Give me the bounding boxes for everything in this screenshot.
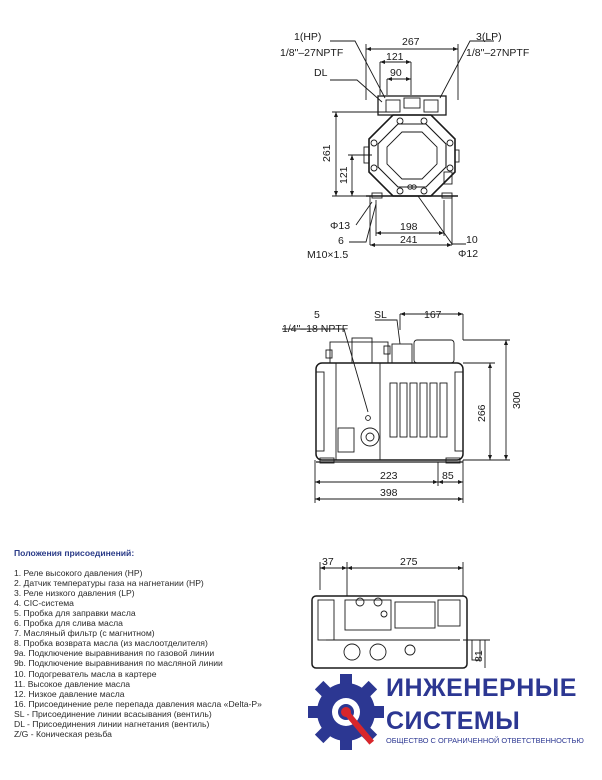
- dim-height-inner: 121: [338, 166, 350, 184]
- legend-item: 6. Пробка для слива масла: [14, 618, 123, 629]
- front-view: [330, 41, 494, 245]
- dim-thread-m10: M10×1.5: [307, 249, 349, 261]
- logo-line-2: СИСТЕМЫ: [386, 707, 521, 735]
- dim-top-side: 81: [473, 650, 485, 662]
- label-item-5: 5: [314, 309, 320, 321]
- dim-width-total: 267: [402, 36, 420, 48]
- label-sl: SL: [374, 309, 387, 321]
- legend-item: SL - Присоединение линии всасывания (вентиль): [14, 708, 212, 719]
- dim-hole-d: Φ13: [330, 220, 351, 232]
- legend-item: 12. Низкое давление масла: [14, 688, 125, 699]
- legend-item: 4. CIC-система: [14, 598, 74, 609]
- dim-base-total: 241: [400, 234, 418, 246]
- legend-item: 11. Высокое давление масла: [14, 678, 131, 689]
- company-logo: [306, 660, 602, 768]
- dim-pin-d: Φ12: [458, 248, 479, 260]
- gear-wrench-icon: [306, 660, 386, 768]
- legend-title: Положения присоединений:: [14, 548, 135, 558]
- legend-item: DL - Присоединения линии нагнетания (вентиль): [14, 718, 210, 729]
- connections-legend: [14, 548, 314, 739]
- dim-base-inner: 198: [400, 221, 418, 233]
- dim-base-right: 85: [442, 470, 454, 482]
- legend-item: 1. Реле высокого давления (HP): [14, 568, 143, 579]
- legend-item: 9b. Подключение выравнивания по масляной линии: [14, 658, 223, 669]
- dim-height-total: 261: [321, 144, 333, 162]
- label-hp-thread: 1/8"–27NPTF: [280, 47, 344, 59]
- dim-base-offset: 223: [380, 470, 398, 482]
- dim-top-left: 37: [322, 556, 334, 568]
- dim-height-300: 300: [511, 391, 523, 409]
- dim-height-266: 266: [476, 404, 488, 422]
- label-oil-thread: 1/4"–18 NPTF: [282, 323, 349, 335]
- label-lp-thread: 1/8"–27NPTF: [466, 47, 530, 59]
- dim-length-total: 398: [380, 487, 398, 499]
- legend-item: 5. Пробка для заправки масла: [14, 608, 136, 619]
- dim-top-length: 275: [400, 556, 418, 568]
- dim-width-inner: 121: [386, 51, 404, 63]
- legend-item: 8. Пробка возврата масла (из маслоотделителя): [14, 638, 208, 649]
- top-view: [312, 562, 490, 668]
- legend-item: 10. Подогреватель масла в картере: [14, 668, 157, 679]
- legend-item: 7. Масляный фильтр (с магнитном): [14, 628, 155, 639]
- logo-subtitle: ОБЩЕСТВО С ОГРАНИЧЕННОЙ ОТВЕТСТВЕННОСТЬЮ: [386, 736, 584, 745]
- legend-item: 2. Датчик температуры газа на нагнетании (HP): [14, 578, 204, 589]
- legend-item: 9a. Подключение выравнивания по газовой линии: [14, 648, 215, 659]
- label-dl: DL: [314, 67, 328, 79]
- legend-item: Z/G - Коническая резьба: [14, 728, 112, 739]
- label-item-10: 10: [466, 234, 478, 246]
- label-item-6: 6: [338, 235, 344, 247]
- dim-top-len: 167: [424, 309, 442, 321]
- legend-item: 16. Присоединение реле перепада давления масла «Delta-P»: [14, 698, 262, 709]
- dim-width-top: 90: [390, 67, 402, 79]
- label-lp-port: 3(LP): [476, 31, 502, 43]
- logo-line-1: ИНЖЕНЕРНЫЕ: [386, 674, 577, 702]
- legend-item: 3. Реле низкого давления (LP): [14, 588, 135, 599]
- label-hp-port: 1(HP): [294, 31, 322, 43]
